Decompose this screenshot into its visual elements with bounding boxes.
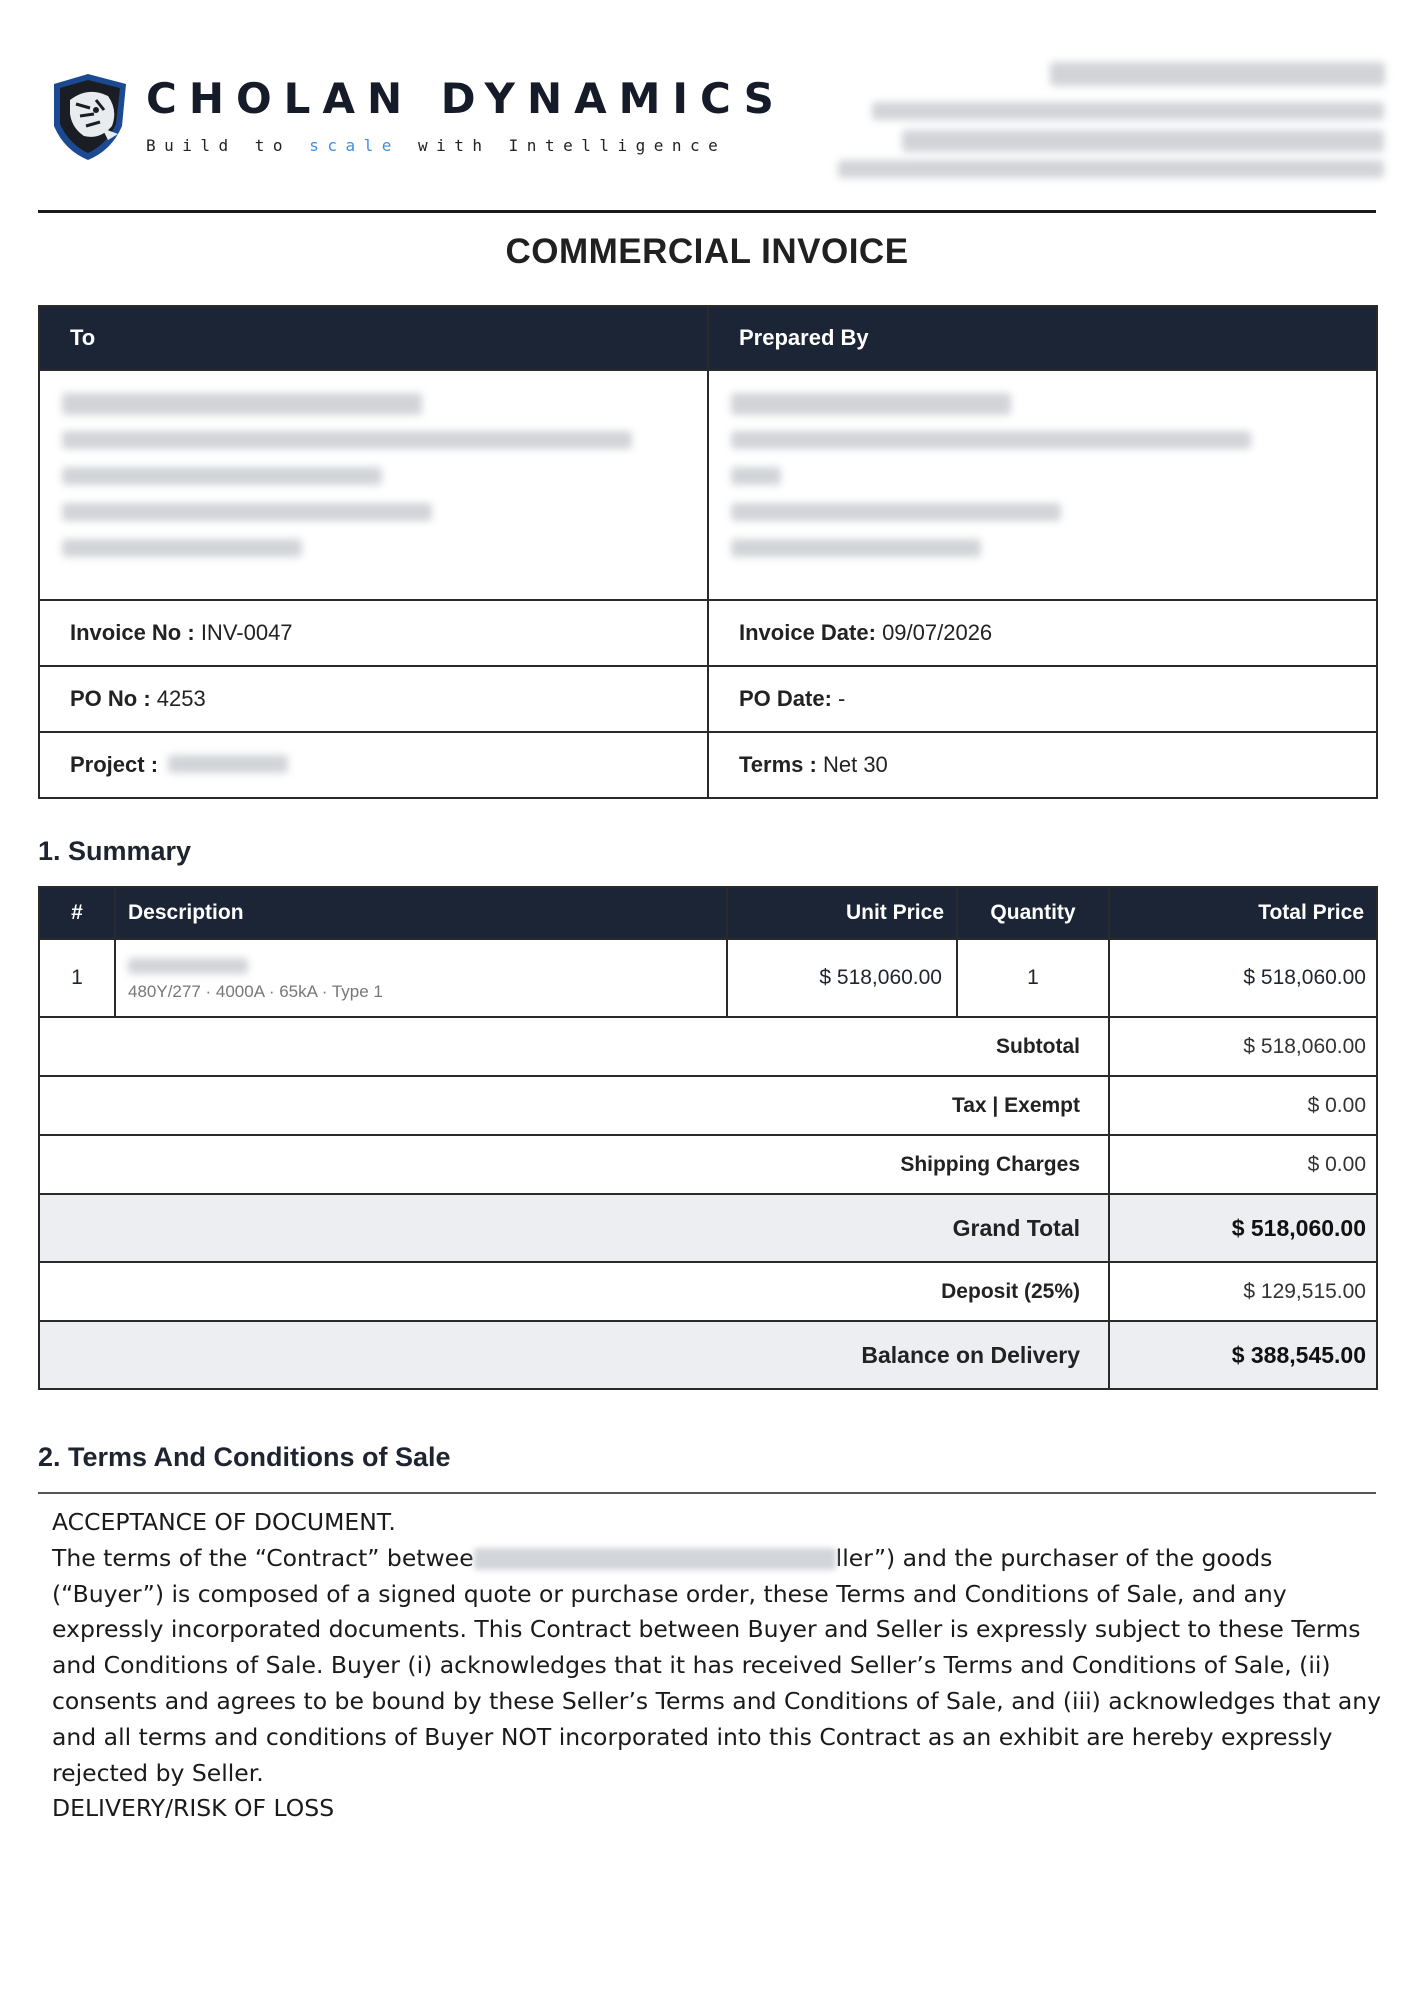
deposit-row <box>39 1262 1377 1321</box>
col-unit-price-header: Unit Price <box>727 887 957 939</box>
invoice-number: INV-0047 <box>200 620 293 645</box>
tagline-end: with Intelligence <box>399 136 727 155</box>
invoice-number-label: Invoice No : <box>70 620 195 645</box>
tax-value: $ 0.00 <box>1109 1076 1377 1135</box>
balance-label: Balance on Delivery <box>39 1321 1109 1389</box>
shipping-value: $ 0.00 <box>1109 1135 1377 1194</box>
terms-heading-acceptance: ACCEPTANCE OF DOCUMENT. <box>52 1508 396 1536</box>
party-info-table <box>38 305 1378 799</box>
project-cell <box>39 732 708 798</box>
col-total-price-header: Total Price <box>1109 887 1377 939</box>
po-number: 4253 <box>156 686 206 711</box>
tagline-start: Build to <box>146 136 310 155</box>
shipping-label: Shipping Charges <box>39 1135 1109 1194</box>
prepared-by-header: Prepared By <box>708 306 1377 370</box>
brand-block <box>146 76 786 155</box>
shipping-row <box>39 1135 1377 1194</box>
invoice-date: 09/07/2026 <box>882 620 993 645</box>
project-label: Project : <box>70 752 159 777</box>
seller-name-redacted <box>474 1548 836 1570</box>
terms-heading-delivery: DELIVERY/RISK OF LOSS <box>52 1794 335 1823</box>
item-description <box>115 939 727 1017</box>
terms-label: Terms : <box>739 752 817 777</box>
terms-cell <box>708 732 1377 798</box>
col-quantity-header: Quantity <box>957 887 1109 939</box>
po-number-cell <box>39 666 708 732</box>
company-tagline <box>146 136 786 155</box>
balance-value: $ 388,545.00 <box>1109 1321 1377 1389</box>
tax-row <box>39 1076 1377 1135</box>
col-description-header: Description <box>115 887 727 939</box>
invoice-number-cell <box>39 600 708 666</box>
deposit-label: Deposit (25%) <box>39 1262 1109 1321</box>
grand-total-value: $ 518,060.00 <box>1109 1194 1377 1262</box>
po-date: - <box>838 686 846 711</box>
balance-row <box>39 1321 1377 1389</box>
tax-label: Tax | Exempt <box>39 1076 1109 1135</box>
col-number-header: # <box>39 887 115 939</box>
item-spec: 480Y/277 · 4000A · 65kA · Type 1 <box>128 982 383 1001</box>
grand-total-label: Grand Total <box>39 1194 1109 1262</box>
company-name: CHOLAN DYNAMICS <box>146 74 786 123</box>
terms-paragraph-rest: ller”) and the purchaser of the goods (“Buyer”) is composed of a signed quote or purchase order, these Terms and Conditions of Sale, and any expressly incorporated documents. This Contract between Buyer and Seller is expressly subject to these Terms and Conditions of Sale. Buyer (i) acknowledges that it has received Seller’s Terms and Conditions of Sale, (ii) consents and agrees to be bound by these Seller’s Terms and Conditions of Sale, and (iii) acknowledges that any and all terms and conditions of Buyer NOT incorporated into this Contract as an exhibit are hereby expressly rejected by Seller. <box>52 1543 1382 1787</box>
terms-paragraph-start: The terms of the “Contract” betwee <box>52 1543 474 1572</box>
item-name-redacted <box>128 958 248 974</box>
to-header: To <box>39 306 708 370</box>
item-total-price: $ 518,060.00 <box>1109 939 1377 1017</box>
invoice-date-cell <box>708 600 1377 666</box>
deposit-value: $ 129,515.00 <box>1109 1262 1377 1321</box>
header-divider <box>38 210 1376 213</box>
summary-section-title: 1. Summary <box>38 836 192 866</box>
summary-table <box>38 886 1378 1390</box>
terms-divider <box>38 1492 1376 1494</box>
project-redacted <box>168 755 288 773</box>
tiger-shield-logo-icon <box>46 70 136 162</box>
po-number-label: PO No : <box>70 686 151 711</box>
terms-value: Net 30 <box>822 752 888 777</box>
subtotal-label: Subtotal <box>39 1017 1109 1076</box>
subtotal-row <box>39 1017 1377 1076</box>
po-date-cell <box>708 666 1377 732</box>
prepared-by-address-redacted <box>708 370 1377 600</box>
terms-paragraph <box>52 1541 1382 1792</box>
subtotal-value: $ 518,060.00 <box>1109 1017 1377 1076</box>
document-title: COMMERCIAL INVOICE <box>505 232 909 271</box>
terms-body <box>52 1505 1382 1827</box>
item-unit-price: $ 518,060.00 <box>727 939 957 1017</box>
grand-total-row <box>39 1194 1377 1262</box>
terms-section-title: 2. Terms And Conditions of Sale <box>38 1442 451 1472</box>
table-row <box>39 939 1377 1017</box>
item-number: 1 <box>39 939 115 1017</box>
item-quantity: 1 <box>957 939 1109 1017</box>
to-address-redacted <box>39 370 708 600</box>
po-date-label: PO Date: <box>739 686 832 711</box>
tagline-highlight: scale <box>309 136 400 155</box>
invoice-date-label: Invoice Date: <box>739 620 876 645</box>
